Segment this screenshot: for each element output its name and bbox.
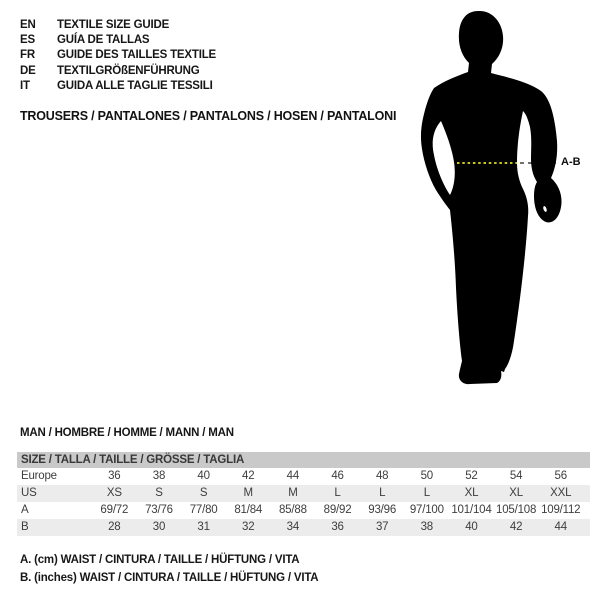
table-cell: 40: [197, 470, 210, 482]
table-cell: 44: [286, 470, 300, 482]
table-cell: 30: [152, 521, 166, 533]
table-cell: 85/88: [278, 504, 307, 516]
language-code: IT: [20, 79, 30, 92]
language-code: DE: [20, 64, 36, 77]
table-cell: L: [423, 487, 430, 499]
table-cell: 69/72: [100, 504, 129, 516]
language-label: GUIDE DES TAILLES TEXTILE: [57, 49, 216, 62]
table-cell: 73/76: [145, 504, 173, 516]
table-cell: XS: [106, 487, 122, 499]
language-label: GUIDA ALLE TAGLIE TESSILI: [57, 79, 213, 92]
table-cell: 97/100: [409, 504, 444, 516]
table-cell: 54: [509, 470, 523, 482]
table-cell: 32: [242, 521, 255, 533]
row-label: Europe: [21, 470, 57, 482]
table-cell: L: [334, 487, 341, 499]
table-row: [17, 519, 590, 536]
table-cell: 101/104: [451, 504, 492, 516]
legend-line: A. (cm) WAIST / CINTURA / TAILLE / HÜFTUNG / VITA: [20, 554, 300, 566]
table-cell: 37: [375, 521, 389, 533]
row-label: US: [21, 487, 37, 499]
row-label: A: [21, 504, 29, 516]
table-cell: XXL: [550, 487, 572, 499]
table-cell: 77/80: [189, 504, 218, 516]
table-cell: 34: [286, 521, 300, 533]
table-cell: L: [379, 487, 386, 499]
table-cell: S: [199, 487, 208, 499]
section-heading: MAN / HOMBRE / HOMME / MANN / MAN: [20, 427, 234, 439]
table-row: [17, 502, 590, 519]
table-cell: 44: [554, 521, 567, 533]
table-cell: 38: [152, 470, 166, 482]
table-cell: 56: [554, 470, 567, 482]
table-cell: XL: [464, 487, 479, 499]
row-label: B: [21, 521, 29, 533]
language-label: GUÍA DE TALLAS: [57, 34, 150, 47]
table-cell: 105/108: [496, 504, 537, 516]
table-cell: 109/112: [541, 504, 581, 516]
table-cell: 40: [465, 521, 478, 533]
table-cell: S: [155, 487, 163, 499]
table-cell: 31: [197, 521, 210, 533]
man-silhouette: [421, 11, 562, 384]
measurement-legend: [20, 552, 318, 587]
table-cell: 42: [509, 521, 523, 533]
legend-line: B. (inches) WAIST / CINTURA / TAILLE / HÜFTUNG / VITA: [20, 571, 319, 584]
language-label: TEXTILGRÖßENFÜHRUNG: [57, 64, 200, 77]
language-label: TEXTILE SIZE GUIDE: [57, 19, 170, 31]
table-cell: M: [288, 487, 298, 499]
table-cell: 50: [420, 470, 433, 482]
table-header: SIZE / TALLA / TAILLE / GRÖSSE / TAGLIA: [17, 452, 590, 468]
table-cell: 52: [465, 470, 478, 482]
measure-label: A-B: [561, 156, 581, 168]
table-cell: 48: [375, 470, 389, 482]
table-cell: 36: [331, 521, 344, 533]
category-title: TROUSERS / PANTALONES / PANTALONS / HOSEN / PANTALONI: [20, 109, 397, 123]
size-table: [17, 452, 590, 536]
language-code: FR: [20, 49, 35, 62]
table-cell: 28: [108, 521, 121, 533]
table-body: [17, 468, 590, 536]
table-cell: 38: [420, 521, 433, 533]
language-code: ES: [20, 34, 35, 47]
table-cell: 42: [242, 470, 255, 482]
language-code: EN: [20, 19, 36, 31]
table-row: [17, 468, 590, 485]
table-row: [17, 485, 590, 502]
table-cell: 89/92: [323, 504, 352, 516]
table-cell: 46: [331, 470, 344, 482]
table-cell: 81/84: [234, 504, 263, 516]
table-cell: 93/96: [368, 504, 397, 516]
table-cell: M: [243, 487, 253, 499]
table-cell: 36: [108, 470, 121, 482]
table-cell: XL: [509, 487, 523, 499]
